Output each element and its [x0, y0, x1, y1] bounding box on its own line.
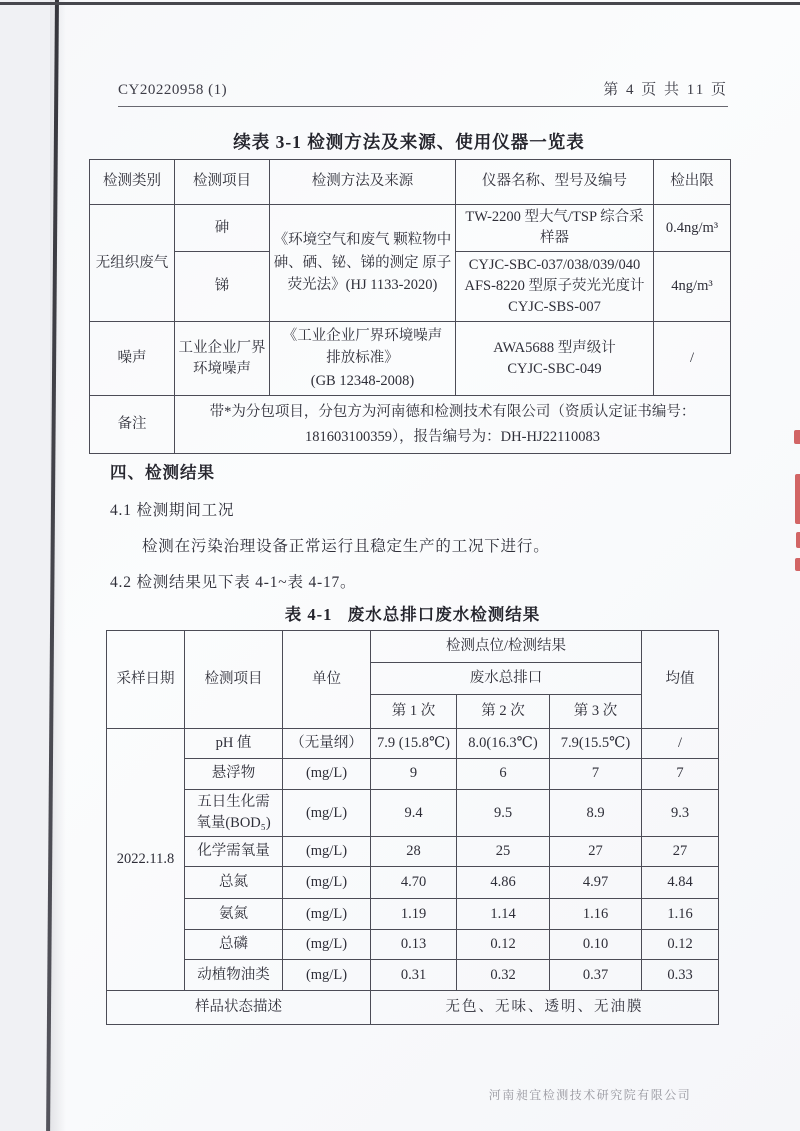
t31-arsenic-method: 《环境空气和废气 颗粒物中砷、硒、铋、锑的测定 原子荧光法》(HJ 1133-2020) — [270, 205, 456, 322]
t31-noise-method-line3: (GB 12348-2008) — [310, 372, 415, 389]
t41-tp-avg: 0.12 — [642, 930, 719, 960]
t31-antimony-limit: 4ng/m³ — [654, 252, 731, 322]
t41-oil-v1: 0.31 — [371, 960, 457, 991]
table-3-1 — [89, 159, 731, 454]
t41-oil-v2: 0.32 — [457, 960, 550, 991]
t41-ss-v1: 9 — [371, 759, 457, 790]
t31-noise-method-line2: 排放标准》 — [326, 350, 399, 367]
t31-noise-method-line1: 《工业企业厂界环境噪声 — [282, 327, 443, 344]
t31-row-remark — [90, 396, 731, 454]
t41-an-v3: 1.16 — [550, 899, 642, 930]
t41-cod-v1: 28 — [371, 837, 457, 867]
section-4-1-body: 检测在污染治理设备正常运行且稳定生产的工况下进行。 — [142, 538, 550, 555]
t41-row-tn — [107, 867, 719, 899]
scan-top-edge — [0, 2, 800, 5]
t41-tn-unit: (mg/L) — [283, 867, 371, 899]
t31-antimony-item: 锑 — [175, 252, 270, 322]
t41-tp-v1: 0.13 — [371, 930, 457, 960]
stamp-fragment-icon — [795, 474, 800, 524]
t41-ss-v2: 6 — [457, 759, 550, 790]
t41-bod-avg: 9.3 — [642, 790, 719, 837]
running-header — [118, 78, 728, 107]
t41-cod-v2: 25 — [457, 837, 550, 867]
t41-ss-item: 悬浮物 — [185, 759, 283, 790]
t41-tp-unit: (mg/L) — [283, 930, 371, 960]
t41-tn-item: 总氮 — [185, 867, 283, 899]
t41-tn-v2: 4.86 — [457, 867, 550, 899]
stamp-fragment-icon — [796, 532, 800, 548]
t31-col-item: 检测项目 — [175, 160, 270, 205]
t41-tn-v1: 4.70 — [371, 867, 457, 899]
t41-row-oil — [107, 960, 719, 991]
page-number: 第 4 页 共 11 页 — [603, 82, 728, 98]
t41-tn-avg: 4.84 — [642, 867, 719, 899]
t41-col-test1: 第 1 次 — [371, 695, 457, 729]
t41-ph-avg: / — [642, 729, 719, 759]
t41-sample-date: 2022.11.8 — [107, 729, 185, 991]
section-4-1-heading: 4.1 检测期间工况 — [110, 502, 235, 519]
t31-col-category: 检测类别 — [90, 160, 175, 205]
t41-ph-v2: 8.0(16.3℃) — [457, 729, 550, 759]
t31-noise-instrument — [456, 322, 654, 396]
table-4-1 — [106, 630, 719, 1025]
t31-header-row — [90, 160, 731, 205]
table-3-1-title: 续表 3-1 检测方法及来源、使用仪器一览表 — [233, 132, 585, 152]
t41-row-ph — [107, 729, 719, 759]
t41-cod-avg: 27 — [642, 837, 719, 867]
t31-row-arsenic — [90, 205, 731, 252]
t41-row-tp — [107, 930, 719, 960]
t41-oil-item: 动植物油类 — [185, 960, 283, 991]
t31-antimony-instrument-line1: CYJC-SBC-037/038/039/040 — [468, 257, 641, 273]
t41-an-unit: (mg/L) — [283, 899, 371, 930]
t41-cod-unit: (mg/L) — [283, 837, 371, 867]
t31-noise-category: 噪声 — [90, 322, 175, 396]
t41-ph-item: pH 值 — [185, 729, 283, 759]
t41-bod-item-line2: 氧量(BOD₅) — [196, 815, 271, 832]
t41-row-cod — [107, 837, 719, 867]
t41-bod-v3: 8.9 — [550, 790, 642, 837]
t41-col-date: 采样日期 — [107, 631, 185, 729]
table-4-1-title: 表 4-1 废水总排口废水检测结果 — [284, 605, 541, 624]
t41-ss-unit: (mg/L) — [283, 759, 371, 790]
t31-noise-instrument-line2: CYJC-SBC-049 — [507, 360, 602, 377]
t41-row-bod — [107, 790, 719, 837]
t31-antimony-instrument-line2: AFS-8220 型原子荧光光度计 — [464, 278, 645, 295]
t41-oil-unit: (mg/L) — [283, 960, 371, 991]
t41-oil-avg: 0.33 — [642, 960, 719, 991]
t41-oil-v3: 0.37 — [550, 960, 642, 991]
t31-remark-text: 带*为分包项目，分包方为河南德和检测技术有限公司（资质认定证书编号：181603100359），报告编号为：DH-HJ22110083 — [175, 396, 731, 454]
t31-noise-limit: / — [654, 322, 731, 396]
t41-col-test3: 第 3 次 — [550, 695, 642, 729]
t41-col-avg: 均值 — [642, 631, 719, 729]
t41-ph-v3: 7.9(15.5℃) — [550, 729, 642, 759]
t31-col-limit: 检出限 — [654, 160, 731, 205]
t41-ss-v3: 7 — [550, 759, 642, 790]
t41-bod-v1: 9.4 — [371, 790, 457, 837]
t41-tp-v3: 0.10 — [550, 930, 642, 960]
t41-col-item: 检测项目 — [185, 631, 283, 729]
t31-col-method: 检测方法及来源 — [270, 160, 456, 205]
t41-status-label: 样品状态描述 — [107, 991, 371, 1025]
t31-arsenic-item: 砷 — [175, 205, 270, 252]
document-number: CY20220958 (1) — [118, 82, 228, 98]
section-4-heading: 四、检测结果 — [110, 463, 215, 482]
t41-an-avg: 1.16 — [642, 899, 719, 930]
t41-row-an — [107, 899, 719, 930]
t41-row-ss — [107, 759, 719, 790]
t31-noise-item: 工业企业厂界环境噪声 — [175, 322, 270, 396]
t41-row-status — [107, 991, 719, 1025]
stamp-fragment-icon — [794, 430, 800, 444]
t31-remark-label: 备注 — [90, 396, 175, 454]
t31-row-noise — [90, 322, 731, 396]
t41-col-group: 检测点位/检测结果 — [371, 631, 642, 663]
t41-an-v2: 1.14 — [457, 899, 550, 930]
t31-arsenic-instrument: TW-2200 型大气/TSP 综合采样器 — [456, 205, 654, 252]
t41-header-row-1 — [107, 631, 719, 663]
t31-noise-instrument-line1: AWA5688 型声级计 — [493, 339, 616, 356]
t41-cod-item: 化学需氧量 — [185, 837, 283, 867]
t41-tn-v3: 4.97 — [550, 867, 642, 899]
t41-col-test2: 第 2 次 — [457, 695, 550, 729]
t31-noise-method — [270, 322, 456, 396]
t31-antimony-instrument-line3: CYJC-SBS-007 — [508, 299, 601, 316]
t41-bod-item-line1: 五日生化需 — [197, 794, 270, 810]
t41-bod-unit: (mg/L) — [283, 790, 371, 837]
t41-bod-item — [185, 790, 283, 837]
t41-an-v1: 1.19 — [371, 899, 457, 930]
footer-company-name: 河南昶宜检测技术研究院有限公司 — [488, 1088, 692, 1102]
t41-bod-v2: 9.5 — [457, 790, 550, 837]
t41-ph-unit: （无量纲） — [283, 729, 371, 759]
t41-cod-v3: 27 — [550, 837, 642, 867]
t31-category-gas: 无组织废气 — [90, 205, 175, 322]
t41-an-item: 氨氮 — [185, 899, 283, 930]
t41-col-outfall: 废水总排口 — [371, 663, 642, 695]
red-stamp-edge-fragments — [791, 430, 800, 585]
t31-antimony-instrument — [456, 252, 654, 322]
stamp-fragment-icon — [795, 558, 800, 571]
t41-status-value: 无色、无味、透明、无油膜 — [371, 991, 719, 1025]
section-4-2-heading: 4.2 检测结果见下表 4-1~表 4-17。 — [110, 574, 357, 591]
t41-tp-item: 总磷 — [185, 930, 283, 960]
underlying-page-edge — [0, 0, 50, 1131]
t31-arsenic-limit: 0.4ng/m³ — [654, 205, 731, 252]
t41-ss-avg: 7 — [642, 759, 719, 790]
t41-col-unit: 单位 — [283, 631, 371, 729]
t41-tp-v2: 0.12 — [457, 930, 550, 960]
t41-ph-v1: 7.9 (15.8℃) — [371, 729, 457, 759]
t31-col-instrument: 仪器名称、型号及编号 — [456, 160, 654, 205]
